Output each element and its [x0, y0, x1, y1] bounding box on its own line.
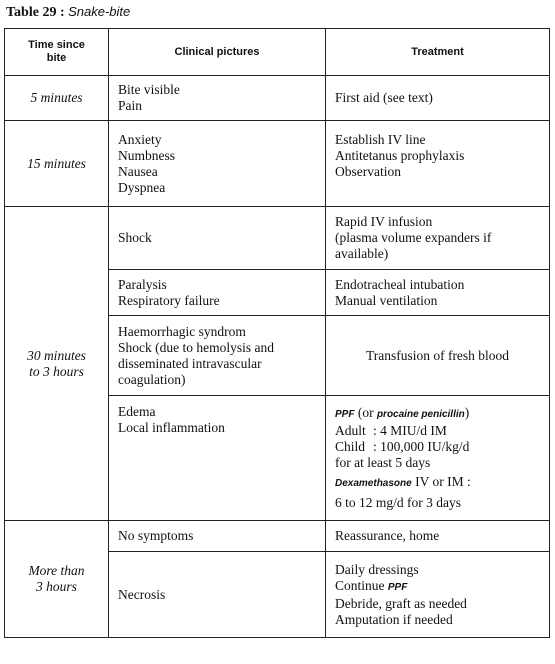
clinical-line: Bite visible: [118, 82, 180, 97]
clinical-cell: [109, 316, 326, 396]
clinical-line: Anxiety: [118, 131, 162, 147]
header-time: Time since bite: [5, 29, 109, 76]
table-row: [5, 76, 550, 121]
treatment-cell: [326, 121, 550, 207]
table-title: Snake-bite: [68, 4, 131, 19]
dexa-dose-line: 6 to 12 mg/d for 3 days: [335, 495, 461, 510]
drug-name: PPF: [387, 581, 408, 593]
dexa-route: IV or IM :: [411, 474, 471, 489]
clinical-line: Edema: [118, 404, 156, 419]
clinical-cell: [109, 76, 326, 121]
ppf-line: [335, 405, 549, 423]
time-cell: 5 minutes: [5, 76, 109, 121]
clinical-line: Haemorrhagic syndrom: [118, 323, 246, 339]
treatment-line: Rapid IV infusion: [335, 214, 433, 229]
treatment-cell: [326, 270, 550, 316]
clinical-cell: Shock: [109, 207, 326, 270]
treatment-cell: [326, 207, 550, 270]
treatment-cell: Transfusion of fresh blood: [326, 316, 550, 396]
clinical-line: Shock (due to hemolysis and: [118, 339, 274, 355]
child-dose-line: [335, 439, 549, 455]
table-number: Table 29 :: [6, 5, 65, 20]
clinical-line: coagulation): [118, 371, 186, 387]
treatment-line: Debride, graft as needed: [335, 595, 467, 611]
drug-name: procaine penicillin: [376, 409, 465, 420]
clinical-cell: [109, 270, 326, 316]
time-cell: 15 minutes: [5, 121, 109, 207]
clinical-cell: No symptoms: [109, 521, 326, 552]
treatment-cell: Reassurance, home: [326, 521, 550, 552]
dose-label: Child: [335, 439, 366, 454]
time-line: to 3 hours: [29, 363, 84, 379]
time-cell: [5, 207, 109, 521]
header-row: [5, 29, 550, 76]
header-clinical: Clinical pictures: [109, 29, 326, 76]
treatment-cell: [326, 76, 550, 121]
treatment-line: Endotracheal intubation: [335, 276, 465, 292]
clinical-line: Nausea: [118, 163, 158, 179]
duration-line: for at least 5 days: [335, 455, 431, 470]
treatment-line: Daily dressings: [335, 561, 419, 577]
treatment-line: [335, 578, 549, 596]
dexa-line: [335, 474, 549, 492]
dose-value: : 100,000 IU/kg/d: [373, 439, 470, 454]
treatment-cell: [326, 396, 550, 521]
table-row: [5, 121, 550, 207]
treatment-cell: [326, 552, 550, 638]
clinical-cell: Necrosis: [109, 552, 326, 638]
dose-label: Adult: [335, 423, 366, 438]
clinical-cell: [109, 396, 326, 521]
clinical-cell: [109, 121, 326, 207]
clinical-line: Respiratory failure: [118, 292, 220, 308]
clinical-line: Paralysis: [118, 276, 167, 292]
clinical-line: Local inflammation: [118, 420, 225, 435]
clinical-line: Dyspnea: [118, 179, 166, 195]
treatment-line: First aid (see text): [335, 90, 433, 105]
ppf-close: ): [464, 405, 470, 420]
treatment-line: Manual ventilation: [335, 292, 438, 308]
treatment-line: Establish IV line: [335, 132, 426, 147]
dose-value: : 4 MIU/d IM: [373, 423, 447, 438]
table-row: [5, 521, 550, 552]
time-line: More than: [28, 563, 85, 578]
treatment-line: Observation: [335, 164, 401, 179]
time-line: 30 minutes: [27, 347, 86, 363]
clinical-line: Pain: [118, 98, 143, 113]
clinical-line: Numbness: [118, 147, 175, 163]
drug-name: PPF: [335, 409, 355, 420]
treatment-line: available): [335, 246, 389, 261]
adult-dose-line: [335, 423, 549, 439]
drug-name: Dexamethasone: [335, 478, 412, 489]
time-line: 3 hours: [36, 579, 77, 594]
snake-bite-table: [4, 28, 550, 638]
ppf-or: (or: [354, 405, 377, 420]
table-caption: [6, 4, 130, 21]
table-row: [5, 207, 550, 270]
treatment-line: Amputation if needed: [335, 611, 453, 627]
treatment-line: (plasma volume expanders if: [335, 230, 492, 245]
continue-prefix: Continue: [335, 577, 388, 593]
clinical-line: disseminated intravascular: [118, 355, 262, 371]
header-treatment: Treatment: [326, 29, 550, 76]
time-cell: [5, 521, 109, 638]
treatment-line: Antitetanus prophylaxis: [335, 148, 465, 163]
